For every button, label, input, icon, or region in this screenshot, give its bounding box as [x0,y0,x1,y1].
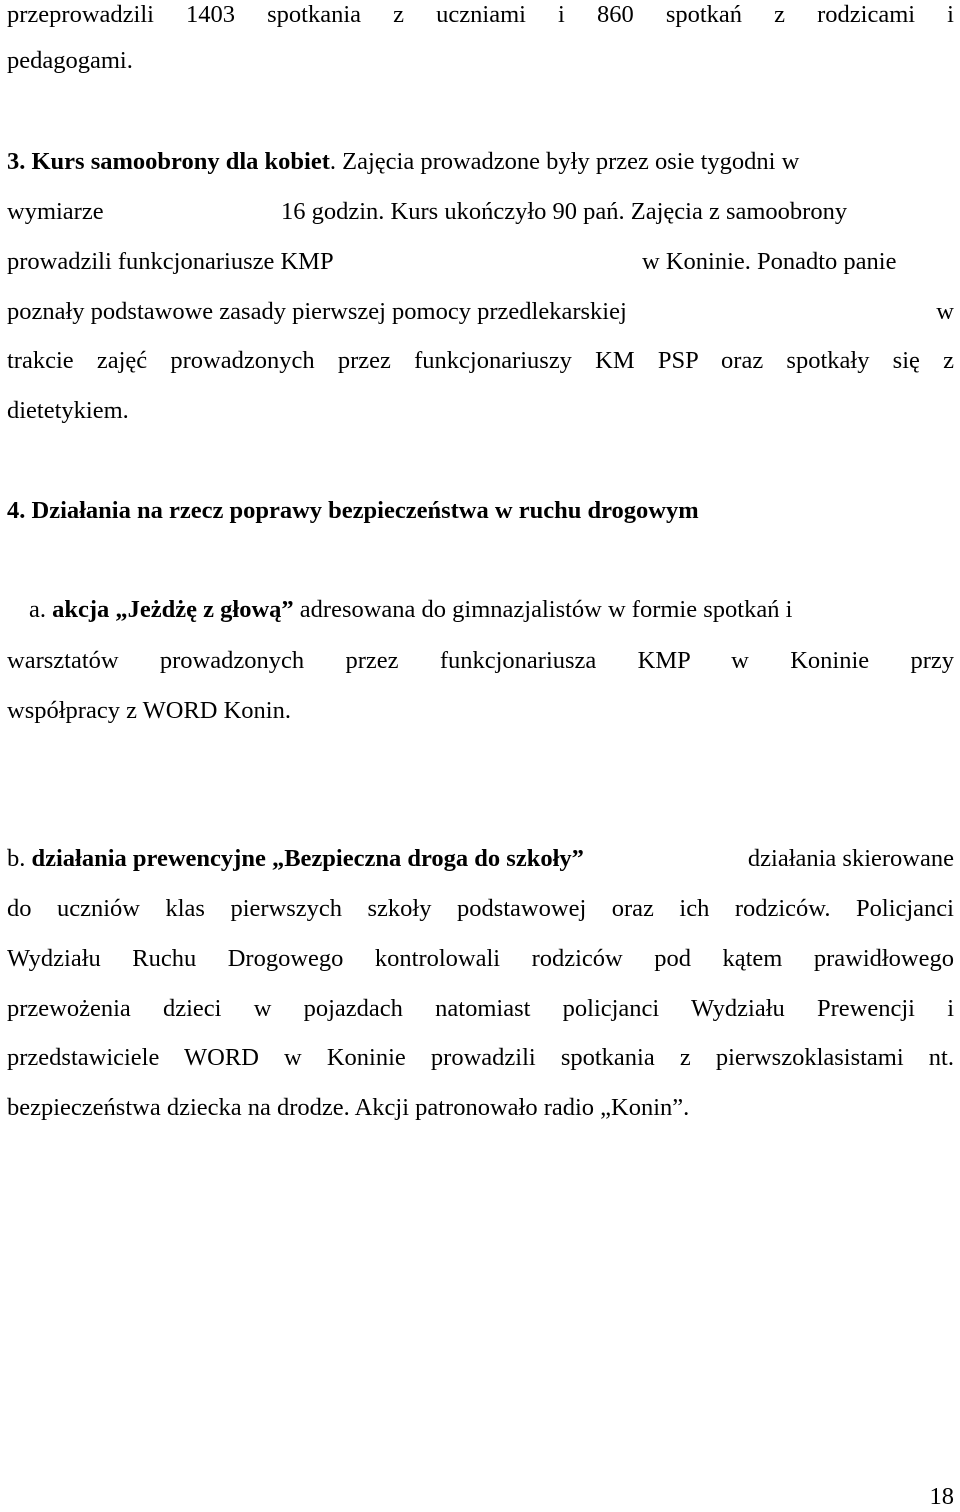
paragraph-line: przeprowadzili 1403 spotkania z uczniami i 860 spotkań z rodzicami i [7,1,954,28]
item-a-line [29,595,954,625]
text-fragment: prowadzili funkcjonariusze KMP [7,248,334,275]
paragraph-line: Wydziału Ruchu Drogowego kontrolowali rodziców pod kątem prawidłowego [7,945,954,972]
item-b-prefix: b. [7,845,26,872]
paragraph-line: bezpieczeństwa dziecka na drodze. Akcji patronowało radio „Konin”. [7,1094,690,1121]
item-3-title: 3. Kurs samoobrony dla kobiet [7,148,330,175]
paragraph-line [7,197,954,227]
item-a-title: akcja „Jeżdżę z głową” [52,596,294,623]
paragraph-line: do uczniów klas pierwszych szkoły podstawowej oraz ich rodziców. Policjanci [7,895,954,922]
paragraph-line: przedstawiciele WORD w Koninie prowadzili spotkania z pierwszoklasistami nt. [7,1044,954,1071]
item-3-line [7,147,954,177]
item-b-title: działania prewencyjne „Bezpieczna droga do szkoły” [31,845,584,872]
item-a-text: adresowana do gimnazjalistów w formie spotkań i [299,596,793,623]
section-heading [7,496,954,526]
paragraph-line: trakcie zajęć prowadzonych przez funkcjonariuszy KM PSP oraz spotkały się z [7,347,954,374]
text-fragment: w [936,298,954,325]
text-fragment: wymiarze [7,198,104,225]
paragraph-line [7,297,954,327]
item-3-text: . Zajęcia prowadzone były przez osie tygodni w [329,148,800,175]
section-heading-text: 4. Działania na rzecz poprawy bezpieczeństwa w ruchu drogowym [7,497,699,524]
page-number: 18 [929,1483,954,1510]
item-b-text: działania skierowane [747,845,954,872]
text-fragment: w Koninie. Ponadto panie [642,248,897,275]
paragraph-line: dietetykiem. [7,397,129,424]
item-b-line [7,844,954,874]
paragraph-line [7,247,954,277]
paragraph-line: przewożenia dzieci w pojazdach natomiast policjanci Wydziału Prewencji i [7,995,954,1022]
paragraph-line: współpracy z WORD Konin. [7,697,291,724]
paragraph-line: pedagogami. [7,47,133,74]
item-a-prefix: a. [29,596,46,623]
text-fragment: 16 godzin. Kurs ukończyło 90 pań. Zajęcia z samoobrony [281,198,848,225]
paragraph-line: warsztatów prowadzonych przez funkcjonariusza KMP w Koninie przy [7,647,954,674]
text-fragment: poznały podstawowe zasady pierwszej pomocy przedlekarskiej [7,298,627,325]
